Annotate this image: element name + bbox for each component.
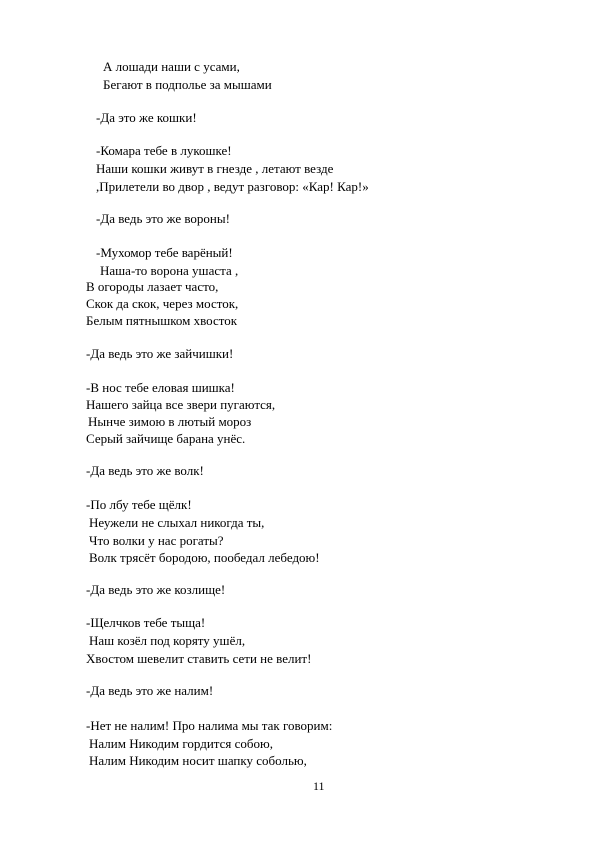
- poem-line: -Мухомор тебе варёный!: [96, 245, 233, 260]
- poem-line: Неужели не слыхал никогда ты,: [89, 515, 265, 530]
- poem-line: А лошади наши с усами,: [103, 59, 240, 74]
- poem-line: Наша-то ворона ушаста ,: [100, 263, 239, 278]
- poem-line: -В нос тебе еловая шишка!: [86, 380, 235, 395]
- poem-line: Налим Никодим гордится собою,: [89, 736, 273, 751]
- poem-line: -Да ведь это же волк!: [86, 463, 204, 478]
- poem-line: -По лбу тебе щёлк!: [86, 497, 192, 512]
- poem-line: -Нет не налим! Про налима мы так говорим:: [86, 718, 333, 733]
- page-number: 11: [313, 779, 325, 793]
- poem-line: Нынче зимою в лютый мороз: [88, 414, 252, 429]
- poem-line: -Да ведь это же налим!: [86, 683, 214, 698]
- poem-line: Скок да скок, через мосток,: [86, 296, 239, 311]
- poem-line: Что волки у нас рогаты?: [89, 533, 224, 548]
- poem-line: -Да ведь это же зайчишки!: [86, 346, 234, 361]
- poem-line: -Щелчков тебе тыща!: [86, 615, 206, 630]
- poem-line: Наш козёл под коряту ушёл,: [89, 633, 246, 648]
- poem-line: -Да это же кошки!: [96, 110, 197, 125]
- poem-line: Хвостом шевелит ставить сети не велит!: [86, 651, 312, 666]
- poem-line: Нашего зайца все звери пугаются,: [86, 397, 276, 412]
- poem-line: Наши кошки живут в гнезде , летают везде: [96, 161, 334, 176]
- poem-line: Налим Никодим носит шапку соболью,: [89, 753, 307, 768]
- poem-line: В огороды лазает часто,: [86, 279, 219, 294]
- poem-line: Волк трясёт бородою, пообедал лебедою!: [89, 550, 320, 565]
- poem-line: -Да ведь это же вороны!: [96, 211, 230, 226]
- poem-line: -Комара тебе в лукошке!: [96, 143, 232, 158]
- poem-line: Белым пятнышком хвосток: [86, 313, 238, 328]
- poem-line: Серый зайчище барана унёс.: [86, 431, 246, 446]
- poem-line: Бегают в подполье за мышами: [103, 77, 272, 92]
- poem-line: -Да ведь это же козлище!: [86, 582, 226, 597]
- poem-line: ,Прилетели во двор , ведут разговор: «Кар! Кар!»: [96, 179, 369, 194]
